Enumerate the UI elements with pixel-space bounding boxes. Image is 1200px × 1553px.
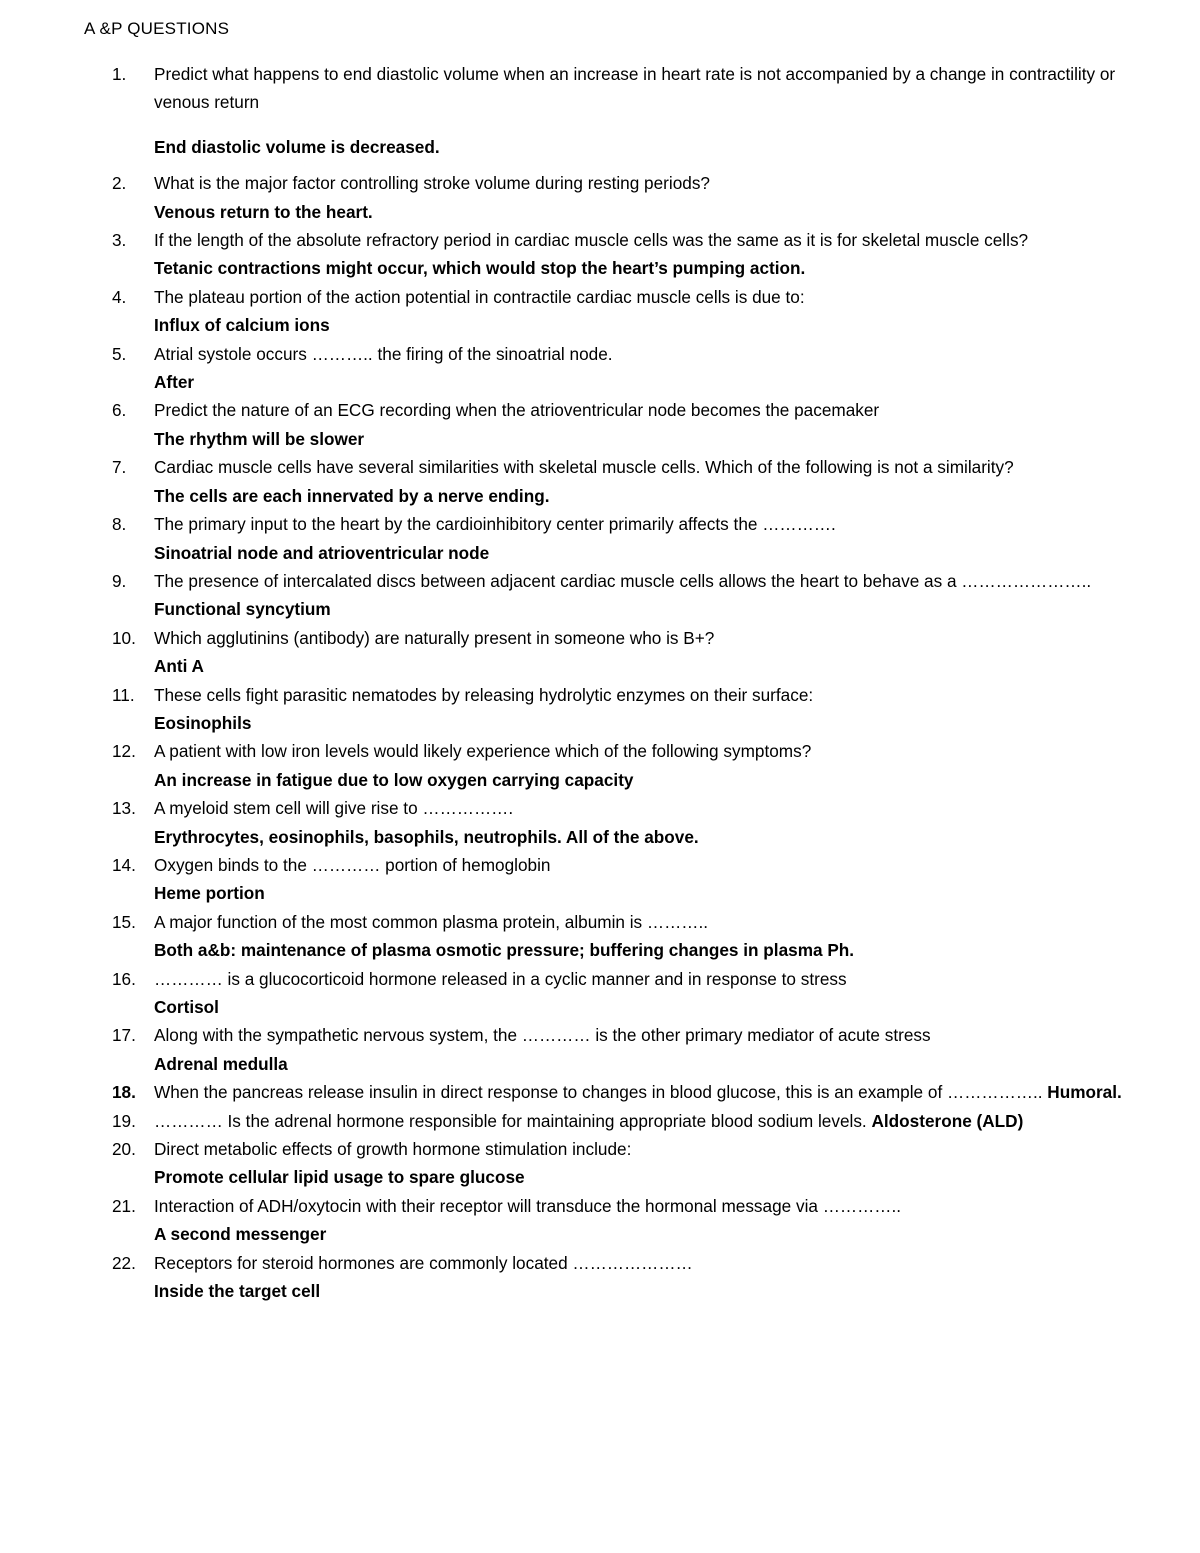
- list-item: [0, 1078, 1200, 1106]
- question-text-body: When the pancreas release insulin in direct response to changes in blood glucose, this is an example of ……………..: [154, 1082, 1043, 1103]
- question-number: 11.: [112, 684, 135, 705]
- question-text: These cells fight parasitic nematodes by releasing hydrolytic enzymes on their surface:: [154, 684, 814, 705]
- answer-text: Venous return to the heart.: [154, 201, 373, 222]
- list-item: [0, 283, 1200, 340]
- answer-text: Inside the target cell: [154, 1281, 321, 1302]
- question-number: 5.: [112, 343, 127, 364]
- question-number: 12.: [112, 741, 136, 762]
- question-number: 15.: [112, 911, 136, 932]
- list-item: [0, 453, 1200, 510]
- answer-text: Heme portion: [154, 883, 265, 904]
- question-number: 10.: [112, 627, 136, 648]
- question-number: 22.: [112, 1252, 136, 1273]
- question-text: A myeloid stem cell will give rise to …………….: [154, 798, 514, 819]
- answer-text: End diastolic volume is decreased.: [154, 136, 440, 157]
- answer-text: Promote cellular lipid usage to spare glucose: [154, 1167, 525, 1188]
- answer-text: Sinoatrial node and atrioventricular node: [154, 542, 490, 563]
- answer-text: Cortisol: [154, 997, 219, 1017]
- list-item: [0, 1107, 1200, 1135]
- question-text: Predict what happens to end diastolic volume when an increase in heart rate is not accompanied by a change in contractility or venous return: [154, 64, 1116, 113]
- question-text: Which agglutinins (antibody) are naturally present in someone who is B+?: [154, 627, 715, 648]
- question-number: 9.: [112, 570, 127, 591]
- question-text: Oxygen binds to the ………… portion of hemoglobin: [154, 854, 551, 875]
- answer-text: A second messenger: [154, 1224, 327, 1245]
- answer-text: Influx of calcium ions: [154, 315, 330, 336]
- question-text: Direct metabolic effects of growth hormone stimulation include:: [154, 1139, 632, 1160]
- question-number: 17.: [112, 1025, 136, 1046]
- list-item: [0, 737, 1200, 794]
- list-item: [0, 340, 1200, 397]
- question-number: 7.: [112, 457, 127, 478]
- list-item: [0, 510, 1200, 567]
- answer-text: An increase in fatigue due to low oxygen carrying capacity: [154, 769, 634, 790]
- answer-text: Erythrocytes, eosinophils, basophils, neutrophils. All of the above.: [154, 826, 699, 847]
- list-item: [0, 567, 1200, 624]
- question-number: 1.: [112, 64, 127, 84]
- question-list: [0, 60, 1200, 1305]
- list-item: [0, 169, 1200, 226]
- question-number: 14.: [112, 854, 136, 875]
- question-text: ………… is a glucocorticoid hormone released in a cyclic manner and in response to stress: [154, 968, 847, 989]
- list-item: [0, 624, 1200, 681]
- list-item: [0, 681, 1200, 738]
- answer-text: Aldosterone (ALD): [871, 1110, 1024, 1131]
- question-number: 18.: [112, 1082, 136, 1103]
- list-item: [0, 1249, 1200, 1306]
- answer-text: The rhythm will be slower: [154, 428, 365, 449]
- question-text: What is the major factor controlling stroke volume during resting periods?: [154, 173, 710, 194]
- list-item: [0, 851, 1200, 908]
- question-text: Interaction of ADH/oxytocin with their receptor will transduce the hormonal message via …………..: [154, 1195, 902, 1216]
- question-number: 8.: [112, 514, 127, 535]
- question-text: Cardiac muscle cells have several similarities with skeletal muscle cells. Which of the following is not a similarity?: [154, 457, 1014, 478]
- document-title: A &P QUESTIONS: [84, 19, 230, 38]
- question-number: 3.: [112, 230, 127, 251]
- question-text: A patient with low iron levels would likely experience which of the following symptoms?: [154, 741, 812, 762]
- question-text: If the length of the absolute refractory period in cardiac muscle cells was the same as it is for skeletal muscle cells?: [154, 230, 1029, 251]
- question-number: 20.: [112, 1139, 136, 1160]
- question-number: 6.: [112, 400, 127, 421]
- question-text: Predict the nature of an ECG recording when the atrioventricular node becomes the pacemaker: [154, 400, 880, 421]
- list-item: [0, 1192, 1200, 1249]
- list-item: [0, 794, 1200, 851]
- list-item: [0, 965, 1200, 1022]
- answer-text: After: [154, 372, 195, 393]
- question-text: The presence of intercalated discs between adjacent cardiac muscle cells allows the heart to behave as a …………………..: [154, 570, 1092, 591]
- question-text: The plateau portion of the action potential in contractile cardiac muscle cells is due to:: [154, 286, 805, 307]
- question-text: Along with the sympathetic nervous system, the ………… is the other primary mediator of acute stress: [154, 1025, 931, 1046]
- answer-text: Eosinophils: [154, 712, 252, 733]
- list-item: [0, 908, 1200, 965]
- question-text: Receptors for steroid hormones are commonly located …………………: [154, 1252, 693, 1273]
- question-text: [154, 1107, 1138, 1135]
- list-item: [0, 226, 1200, 283]
- list-item: [0, 1021, 1200, 1078]
- list-item: [0, 1135, 1200, 1192]
- question-number: 19.: [112, 1110, 136, 1131]
- question-text: Atrial systole occurs ……….. the firing of the sinoatrial node.: [154, 343, 613, 364]
- question-number: 21.: [112, 1195, 136, 1216]
- answer-text: Both a&b: maintenance of plasma osmotic pressure; buffering changes in plasma Ph.: [154, 940, 855, 961]
- question-text-body: ………… Is the adrenal hormone responsible for maintaining appropriate blood sodium levels.: [154, 1110, 867, 1131]
- answer-text: Anti A: [154, 656, 204, 677]
- answer-text: Adrenal medulla: [154, 1053, 288, 1074]
- answer-text: Tetanic contractions might occur, which would stop the heart’s pumping action.: [154, 258, 806, 279]
- list-item: [0, 396, 1200, 453]
- question-text: [154, 1078, 1138, 1106]
- question-number: 2.: [112, 173, 127, 194]
- question-text: The primary input to the heart by the cardioinhibitory center primarily affects the ………….: [154, 514, 836, 535]
- question-number: 4.: [112, 286, 127, 307]
- question-text: A major function of the most common plasma protein, albumin is ………..: [154, 911, 709, 932]
- answer-text: Functional syncytium: [154, 599, 331, 620]
- answer-text: Humoral.: [1047, 1082, 1122, 1103]
- question-number: 16.: [112, 968, 136, 989]
- question-number: 13.: [112, 798, 136, 819]
- list-item: [0, 60, 1200, 161]
- answer-text: The cells are each innervated by a nerve ending.: [154, 485, 550, 506]
